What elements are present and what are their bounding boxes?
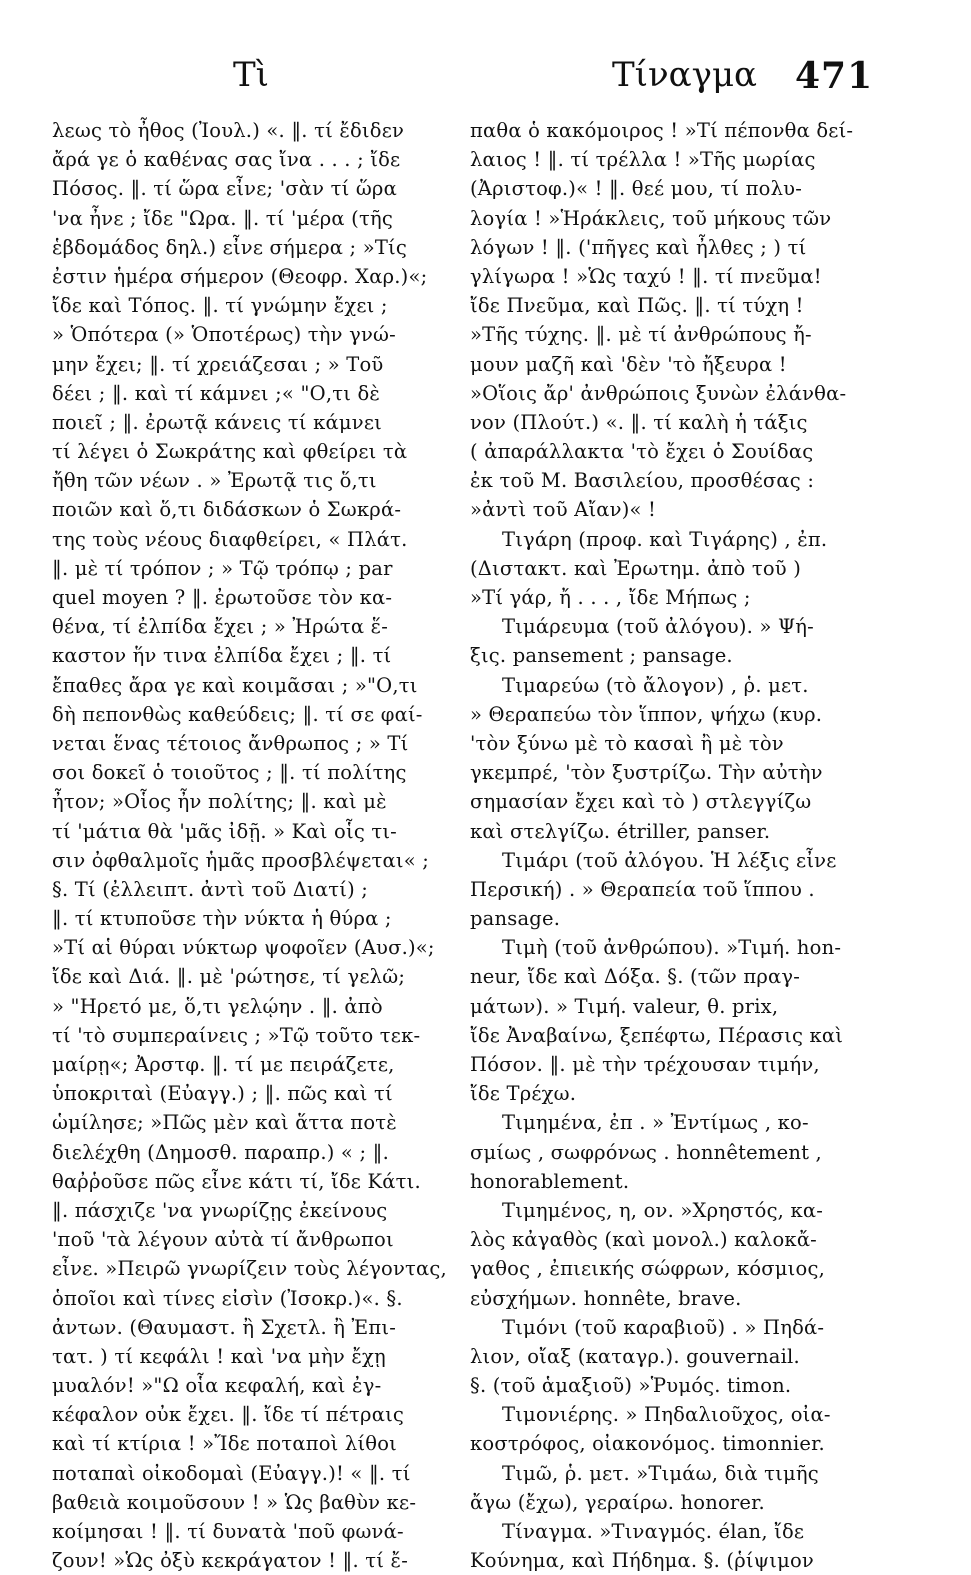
text-line: σιν ὀφθαλμοῖς ἡμᾶς προσβλέψεται« ; — [52, 848, 430, 872]
text-line: ἐστιν ἡμέρα σήμερον (Θεοφρ. Χαρ.)«; — [52, 264, 428, 288]
text-line: (Ἀριστοφ.)« ! ‖. θεέ μου, τί πολυ- — [470, 177, 803, 201]
right-column — [470, 116, 872, 1575]
text-line: ‖. μὲ τί τρόπον ; » Τῷ τρόπῳ ; par — [52, 556, 393, 580]
text-line: Περσική) . » Θεραπεία τοῦ ἵππου . — [470, 877, 815, 901]
text-line: ὡμίλησε; »Πῶς μὲν καὶ ἅττα ποτὲ — [52, 1111, 397, 1135]
entry-headword-line: Τιμῶ, ῥ. μετ. »Τιμάω, διὰ τιμῆς — [502, 1461, 819, 1485]
text-line: ἐκ τοῦ Μ. Βασιλείου, προσθέσας : — [470, 469, 815, 493]
text-line: ἴδε Πνεῦμα, καὶ Πῶς. ‖. τί τύχη ! — [470, 294, 804, 318]
text-line: 'τὸν ξύνω μὲ τὸ κασαὶ ἢ μὲ τὸν — [470, 731, 784, 755]
text-line: Πόσον. ‖. μὲ τὴν τρέχουσαν τιμήν, — [470, 1053, 820, 1076]
text-line: §. (τοῦ ἁμαξιοῦ) »Ῥυμός. timon. — [470, 1374, 792, 1398]
text-line: μην ἔχει; ‖. τί χρειάζεσαι ; » Τοῦ — [52, 352, 384, 376]
text-line: » Θεραπεύω τὸν ἵππον, ψήχω (κυρ. — [470, 702, 823, 726]
text-line: ἔπαθες ἄρα γε καὶ κοιμᾶσαι ; »"Ο,τι — [52, 673, 418, 697]
text-line: ξις. pansement ; pansage. — [470, 644, 733, 668]
text-line: »Τί γάρ, ἤ . . . , ἴδε Μήπως ; — [470, 586, 751, 609]
left-column — [52, 116, 452, 1575]
text-line: γαθος , ἐπιεικής σώφρων, κόσμιος, — [470, 1257, 825, 1281]
page-header — [0, 55, 971, 105]
text-line: pansage. — [470, 907, 561, 931]
text-line: μάτων). » Τιμή. valeur, θ. prix, — [470, 994, 779, 1018]
entry-headword-line: Τιμαρεύω (τὸ ἄλογον) , ῥ. μετ. — [502, 673, 809, 697]
text-line: ‖. τί κτυποῦσε τὴν νύκτα ἡ θύρα ; — [52, 907, 392, 931]
page-number: 471 — [795, 55, 874, 97]
entry-headword-line: Τιμημένα, ἐπ . » Ἐντίμως , κο- — [502, 1111, 809, 1135]
text-line: ἄγω (ἔχω), γεραίρω. honorer. — [470, 1490, 765, 1514]
text-line: της τοὺς νέους διαφθείρει, « Πλάτ. — [52, 527, 408, 551]
text-line: τατ. ) τί κεφάλι ! καὶ 'να μὴν ἔχῃ — [52, 1344, 386, 1368]
text-line: σμίως , σωφρόνως . honnêtement , — [470, 1140, 822, 1164]
text-line: λαιος ! ‖. τί τρέλλα ! »Τῆς μωρίας — [470, 148, 816, 172]
text-line: μαίρῃ«; Ἀρστφ. ‖. τί με πειράζετε, — [52, 1053, 395, 1076]
text-line: καστον ἥν τινα ἐλπίδα ἔχει ; ‖. τί — [52, 644, 392, 668]
text-line: » "Ηρετό με, ὅ,τι γελῴην . ‖. ἀπὸ — [52, 994, 383, 1018]
text-line: »Τί αἱ θύραι νύκτωρ ψοφοῖεν (Αυσ.)«; — [52, 936, 435, 960]
text-line: νεται ἕνας τέτοιος ἄνθρωπος ; » Τί — [52, 731, 409, 755]
text-line: σημασίαν ἔχει καὶ τὸ ) στλεγγίζω — [470, 790, 812, 814]
text-line: ἴδε καὶ Τόπος. ‖. τί γνώμην ἔχει ; — [52, 294, 388, 318]
text-line: λεως τὸ ἦθος (Ἰουλ.) «. ‖. τί ἔδιδεν — [52, 119, 405, 142]
text-line: ποταπαὶ οἰκοδομαὶ (Εὐαγγ.)! « ‖. τί — [52, 1461, 411, 1485]
header-left-guide-word: Τὶ — [233, 55, 270, 95]
text-line: ἀντων. (Θαυμαστ. ἢ Σχετλ. ἢ Ἐπι- — [52, 1315, 397, 1339]
text-line: γκεμπρέ, 'τὸν ξυστρίζω. Τὴν αὐτὴν — [470, 761, 823, 785]
text-line: ὑποκριταὶ (Εὐαγγ.) ; ‖. πῶς καὶ τί — [52, 1082, 393, 1106]
text-line: λὸς κἀγαθὸς (καὶ μονολ.) καλοκἄ- — [470, 1228, 817, 1252]
text-line: δὴ πεπονθὼς καθεύδεις; ‖. τί σε φαί- — [52, 702, 423, 726]
text-line: ἄρά γε ὁ καθένας σας ἴνα . . . ; ἴδε — [52, 148, 401, 172]
text-line: neur, ἴδε καὶ Δόξα. §. (τῶν πραγ- — [470, 965, 801, 989]
text-line: τί 'μάτια θὰ 'μᾶς ἰδῇ. » Καὶ οἷς τι- — [52, 819, 397, 843]
text-line: εὐσχήμων. honnête, brave. — [470, 1286, 742, 1310]
text-line: ζουν! »Ὡς ὀξὺ κεκράγατον ! ‖. τί ἔ- — [52, 1549, 408, 1573]
text-line: θαῤῥοῦσε πῶς εἶνε κάτι τί, ἴδε Κάτι. — [52, 1169, 421, 1193]
entry-headword-line: Τιμάρι (τοῦ ἀλόγου. Ἡ λέξις εἶνε — [502, 848, 837, 872]
text-line: ἴδε Ἀναβαίνω, ξεπέφτω, Πέρασις καὶ — [470, 1023, 844, 1047]
text-line: γλίγωρα ! »Ὡς ταχύ ! ‖. τί πνεῦμα! — [470, 264, 822, 288]
text-line: σοι δοκεῖ ὁ τοιοῦτος ; ‖. τί πολίτης — [52, 761, 407, 785]
text-line: §. Τί (ἐλλειπτ. ἀντὶ τοῦ Διατί) ; — [52, 877, 369, 901]
text-line: ἴδε καὶ Διά. ‖. μὲ 'ρώτησε, τί γελῶ; — [52, 965, 406, 989]
text-line: τί 'τὸ συμπεραίνεις ; »Τῷ τοῦτο τεκ- — [52, 1023, 421, 1047]
text-line: ἦτον; »Οἷος ἦν πολίτης; ‖. καὶ μὲ — [52, 790, 387, 814]
text-line: λιον, οἴαξ (καταγρ.). gouvernail. — [470, 1344, 800, 1368]
text-line: βαθειὰ κοιμοῦσουν ! » Ὡς βαθὺν κε- — [52, 1490, 417, 1514]
text-line: δέει ; ‖. καὶ τί κάμνει ;« "Ο,τι δὲ — [52, 381, 381, 405]
text-line: Κούνημα, καὶ Πήδημα. §. (ῥίψιμον — [470, 1549, 814, 1573]
text-line: » Ὁπότερα (» Ὁποτέρως) τὴν γνώ- — [52, 323, 396, 347]
text-line: »ἀντὶ τοῦ Αἴαν)« ! — [470, 498, 657, 522]
text-line: λογία ! »Ἡράκλεις, τοῦ μήκους τῶν — [470, 206, 832, 230]
text-line: νον (Πλούτ.) «. ‖. τί καλὴ ἡ τάξις — [470, 410, 808, 434]
text-line: κοστρόφος, οἰακονόμος. timonnier. — [470, 1432, 825, 1456]
entry-headword-line: Τιμημένος, η, ον. »Χρηστός, κα- — [502, 1198, 824, 1222]
text-line: διελέχθη (Δημοσθ. παραπρ.) « ; ‖. — [52, 1140, 389, 1164]
text-line: »Τῆς τύχης. ‖. μὲ τί ἀνθρώπους ἤ- — [470, 323, 812, 347]
entry-headword-line: Τιμόνι (τοῦ καραβιοῦ) . » Πηδά- — [502, 1315, 825, 1339]
text-line: θένα, τί ἐλπίδα ἔχει ; » Ἠρώτα ἕ- — [52, 615, 389, 639]
text-line: 'ποῦ 'τὰ λέγουν αὐτὰ τί ἄνθρωποι — [52, 1228, 394, 1252]
text-line: 'να ἦνε ; ἴδε "Ωρα. ‖. τί 'μέρα (τῆς — [52, 206, 393, 230]
text-line: ἤθη τῶν νέων . » Ἐρωτᾷ τις ὅ,τι — [52, 469, 377, 493]
text-line: ποιῶν καὶ ὅ,τι διδάσκων ὁ Σωκρά- — [52, 498, 402, 522]
entry-headword-line: Τιμὴ (τοῦ ἀνθρώπου). »Τιμή. hon- — [502, 936, 842, 960]
text-line: ( ἀπαράλλακτα 'τὸ ἔχει ὁ Σουίδας — [470, 440, 814, 464]
text-line: ἑβδομάδος δηλ.) εἶνε σήμερα ; »Τίς — [52, 235, 408, 259]
text-line: ἴδε Τρέχω. — [470, 1082, 577, 1106]
text-line: honorablement. — [470, 1169, 630, 1193]
text-line: ‖. πάσχιζε 'να γνωρίζῃς ἐκείνους — [52, 1198, 388, 1222]
text-line: παθα ὁ κακόμοιρος ! »Τί πέπονθα δεί- — [470, 119, 854, 142]
text-line: μουν μαζῆ καὶ 'δὲν 'τὸ ἤξευρα ! — [470, 352, 787, 376]
text-line: μυαλόν! »"Ω οἷα κεφαλή, καὶ ἐγ- — [52, 1374, 382, 1398]
text-line: quel moyen ? ‖. ἐρωτοῦσε τὸν κα- — [52, 586, 393, 609]
text-line: λόγων ! ‖. ('πῆγες καὶ ἦλθες ; ) τί — [470, 235, 807, 259]
text-line: καὶ στελγίζω. étriller, panser. — [470, 819, 771, 843]
text-line: Πόσος. ‖. τί ὥρα εἶνε; 'σὰν τί ὥρα — [52, 177, 397, 201]
entry-headword-line: Τίναγμα. »Τιναγμός. élan, ἴδε — [502, 1520, 805, 1543]
text-line: »Οἵοις ἄρ' ἀνθρώποις ξυνὼν ἐλάνθα- — [470, 381, 847, 405]
text-line: κέφαλον οὐκ ἔχει. ‖. ἴδε τί πέτραις — [52, 1403, 405, 1427]
entry-headword-line: Τιμονιέρης. » Πηδαλιοῦχος, οἰα- — [502, 1403, 831, 1427]
text-line: καὶ τί κτίρια ! »Ἴδε ποταποὶ λίθοι — [52, 1432, 398, 1456]
text-line: τί λέγει ὁ Σωκράτης καὶ φθείρει τὰ — [52, 440, 408, 464]
text-line: εἶνε. »Πειρῶ γνωρίζειν τοὺς λέγοντας, — [52, 1257, 447, 1281]
text-line: κοίμησαι ! ‖. τί δυνατὰ 'ποῦ φωνά- — [52, 1520, 404, 1543]
entry-headword-line: Τιγάρη (προφ. καὶ Τιγάρης) , ἐπ. — [502, 527, 828, 551]
text-line: (Διστακτ. καὶ Ἐρωτημ. ἀπὸ τοῦ ) — [470, 556, 802, 580]
entry-headword-line: Τιμάρευμα (τοῦ ἀλόγου). » Ψή- — [502, 615, 814, 639]
text-line: ποιεῖ ; ‖. ἐρωτᾷ κάνεις τί κάμνει — [52, 410, 382, 434]
header-right-guide-word: Τίναγμα — [612, 55, 758, 95]
text-line: ὁποῖοι καὶ τίνες εἰσὶν (Ἰσοκρ.)«. §. — [52, 1286, 403, 1310]
